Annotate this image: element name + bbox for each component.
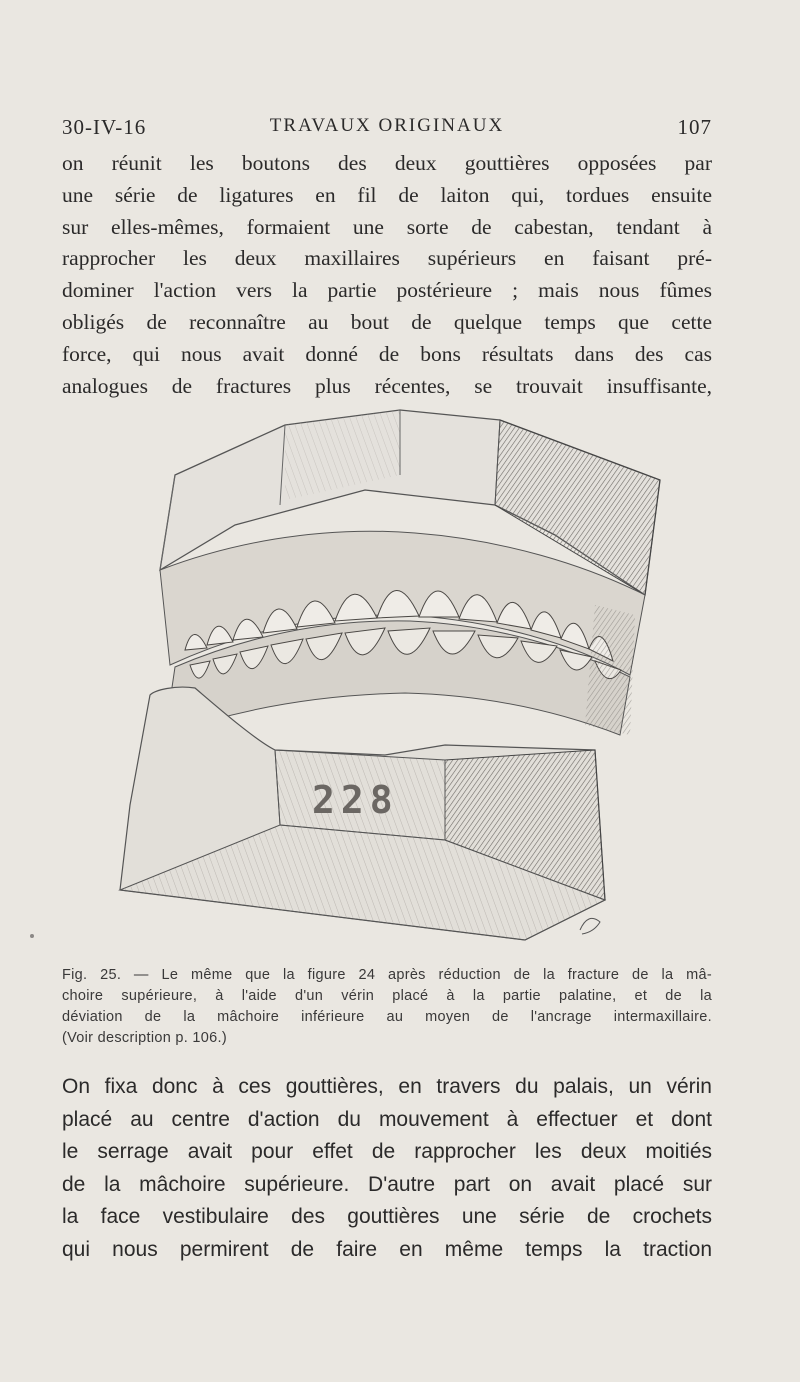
caption-line: Fig. 25. — Le même que la figure 24 après réduction de la fracture de la mâ- <box>62 967 712 983</box>
caption-line: déviation de la mâchoire inférieure au moyen de l'ancrage intermaxillaire. <box>62 1009 712 1025</box>
text-line: une série de ligatures en fil de laiton qui, tordues ensuite <box>62 182 712 207</box>
text-line: le serrage avait pour effet de rapprocher les deux moitiés <box>62 1140 712 1163</box>
running-head-title: TRAVAUX ORIGINAUX <box>269 115 505 136</box>
running-head-date: 30-IV-16 <box>62 115 147 139</box>
running-head <box>62 115 712 145</box>
text-line: dominer l'action vers la partie postérieure ; mais nous fûmes <box>62 278 712 303</box>
text-line: analogues de fractures plus récentes, se trouvait insuffisante, <box>62 373 712 398</box>
text-line: rapprocher les deux maxillaires supérieurs en faisant pré- <box>62 246 712 271</box>
paper-speck <box>30 934 34 938</box>
text-line: On fixa donc à ces gouttières, en travers du palais, un vérin <box>62 1075 712 1098</box>
caption-line: (Voir description p. 106.) <box>62 1030 227 1046</box>
text-line: sur elles-mêmes, formaient une sorte de cabestan, tendant à <box>62 214 712 239</box>
lower-cast <box>120 687 605 940</box>
text-line: qui nous permirent de faire en même temps la traction <box>62 1237 712 1261</box>
text-line: on réunit les boutons des deux gouttières opposées par <box>62 151 712 175</box>
caption-line: choire supérieure, à l'aide d'un vérin placé à la partie palatine, et de la <box>62 988 712 1004</box>
text-line: force, qui nous avait donné de bons résultats dans des cas <box>62 341 712 366</box>
text-line: de la mâchoire supérieure. D'autre part on avait placé sur <box>62 1172 712 1196</box>
page-number: 107 <box>677 115 712 139</box>
text-line: placé au centre d'action du mouvement à effectuer et dont <box>62 1107 712 1131</box>
dental-cast-illustration <box>115 405 675 950</box>
top-paragraph <box>62 148 712 402</box>
cast-number: 228 <box>312 778 399 822</box>
figure-caption <box>62 965 712 1049</box>
bottom-paragraph <box>62 1071 712 1266</box>
artist-signature <box>580 918 600 934</box>
text-line: obligés de reconnaître au bout de quelque temps que cette <box>62 309 712 334</box>
text-line: la face vestibulaire des gouttières une série de crochets <box>62 1205 712 1228</box>
